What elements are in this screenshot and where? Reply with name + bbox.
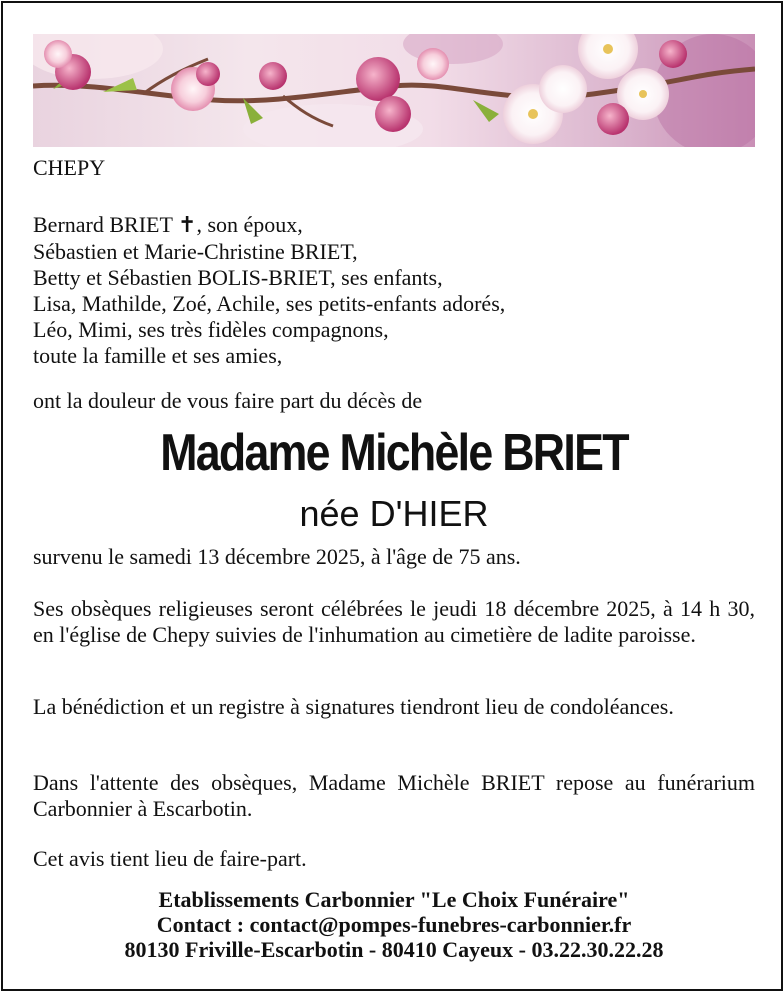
family-line-2: Sébastien et Marie-Christine BRIET,	[33, 239, 358, 264]
family-list	[33, 212, 755, 369]
family-line-6: toute la famille et ses amies,	[33, 343, 283, 368]
spouse-name: Bernard BRIET	[33, 212, 173, 237]
blessing-paragraph: La bénédiction et un registre à signatures tiendront lieu de condoléances.	[33, 694, 674, 719]
cross-icon: ✝	[178, 213, 197, 238]
obituary-notice	[1, 1, 783, 991]
funeral-home-address: 80130 Friville-Escarbotin - 80410 Cayeux - 03.22.30.22.28	[124, 937, 664, 962]
funeral-paragraph: Ses obsèques religieuses seront célébrées le jeudi 18 décembre 2025, à 14 h 30, en l'église de Chepy suivies de l'inhumation au cimetière de ladite paroisse.	[33, 596, 755, 647]
deceased-name: Madame Michèle BRIET	[160, 424, 628, 482]
announcement-line: ont la douleur de vous faire part du décès de	[33, 388, 423, 413]
spouse-relation: , son époux,	[196, 212, 303, 237]
family-line-3: Betty et Sébastien BOLIS-BRIET, ses enfants,	[33, 265, 443, 290]
family-line-4: Lisa, Mathilde, Zoé, Achile, ses petits-enfants adorés,	[33, 291, 506, 316]
cherry-blossom-banner-image	[33, 34, 755, 147]
faire-part-notice: Cet avis tient lieu de faire-part.	[33, 846, 307, 871]
repose-paragraph: Dans l'attente des obsèques, Madame Michèle BRIET repose au funérarium Carbonnier à Escarbotin.	[33, 770, 755, 821]
family-line-5: Léo, Mimi, ses très fidèles compagnons,	[33, 317, 389, 342]
deceased-birth-name: née D'HIER	[299, 493, 489, 534]
family-line-spouse	[33, 212, 755, 239]
funeral-home-name: Etablissements Carbonnier "Le Choix Funéraire"	[158, 887, 630, 912]
funeral-home-footer	[33, 887, 755, 962]
funeral-home-contact[interactable]: Contact : contact@pompes-funebres-carbonnier.fr	[156, 912, 632, 937]
town-name: CHEPY	[33, 155, 106, 180]
death-date-line: survenu le samedi 13 décembre 2025, à l'âge de 75 ans.	[33, 544, 521, 569]
